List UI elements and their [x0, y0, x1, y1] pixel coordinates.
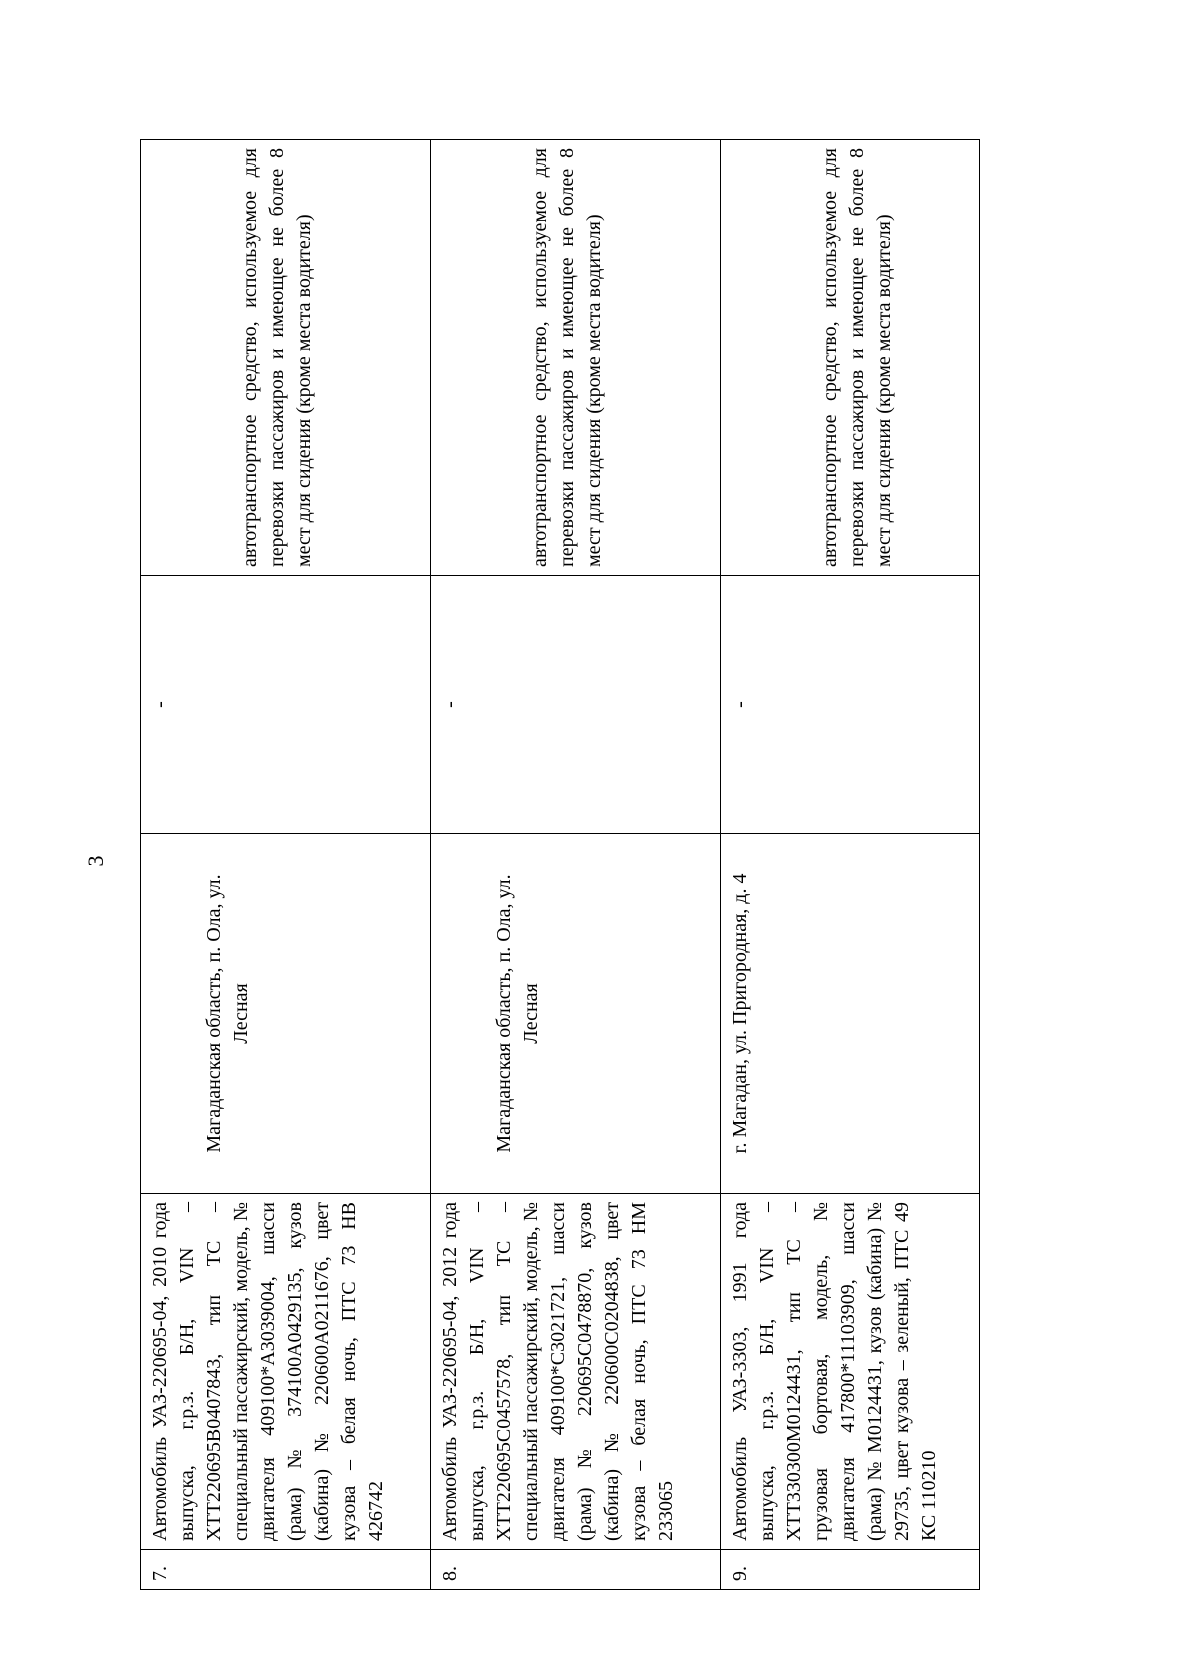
vehicle-description: Автомобиль УАЗ-220695-04, 2010 года выпуска, г.р.з. Б/Н, VIN – ХТТ220695В0407843, тип ТС – специальный пассажирский, модель, № двигателя 409100*А3039004, шасси (рама) № 374100А0429135, кузов (кабина) № 220600А0211676, цвет кузова – белая ночь, ПТС 73 НВ 426742 — [141, 1194, 431, 1550]
vehicle-description: Автомобиль УАЗ-3303, 1991 года выпуска, г.р.з. Б/Н, VIN – ХТТ330300М0124431, тип ТС – грузовая бортовая, модель, № двигателя 417800*11103909, шасси (рама) № М0124431, кузов (кабина) № 29735, цвет кузова – зеленый, ПТС 49 КС 110210 — [720, 1194, 979, 1550]
vehicle-register-table — [140, 139, 980, 1590]
vehicle-type: автотранспортное средство, используемое для перевозки пассажиров и имеющее не более 8 мест для сидения (кроме места водителя) — [239, 148, 315, 567]
vehicle-type: автотранспортное средство, используемое для перевозки пассажиров и имеющее не более 8 мест для сидения (кроме места водителя) — [528, 148, 605, 567]
row-number: 9. — [720, 1550, 979, 1590]
table-row — [430, 140, 720, 1590]
row-number: 7. — [141, 1550, 431, 1590]
extra-cell: - — [430, 576, 720, 834]
vehicle-address: г. Магадан, ул. Пригородная, д. 4 — [720, 834, 979, 1194]
rotated-table-container — [140, 140, 980, 1590]
row-number: 8. — [430, 1550, 720, 1590]
vehicle-address: Магаданская область, п. Ола, ул. Лесная — [141, 834, 431, 1194]
page-number: 3 — [83, 855, 108, 867]
extra-cell: - — [141, 576, 431, 834]
vehicle-type-cell — [141, 140, 431, 576]
extra-cell: - — [720, 576, 979, 834]
vehicle-type: автотранспортное средство, используемое для перевозки пассажиров и имеющее не более 8 мест для сидения (кроме места водителя) — [818, 148, 895, 567]
vehicle-description: Автомобиль УАЗ-220695-04, 2012 года выпуска, г.р.з. Б/Н, VIN – ХТТ220695С0457578, тип ТС – специальный пассажирский, модель, № двигателя 409100*С3021721, шасси (рама) № 220695С0478870, кузов (кабина) № 220600С0204838, цвет кузова – белая ночь, ПТС 73 НМ 233065 — [430, 1194, 720, 1550]
vehicle-type-cell — [430, 140, 720, 576]
vehicle-address: Магаданская область, п. Ола, ул. Лесная — [430, 834, 720, 1194]
table-row — [720, 140, 979, 1590]
vehicle-type-cell — [720, 140, 979, 576]
table-row — [141, 140, 431, 1590]
